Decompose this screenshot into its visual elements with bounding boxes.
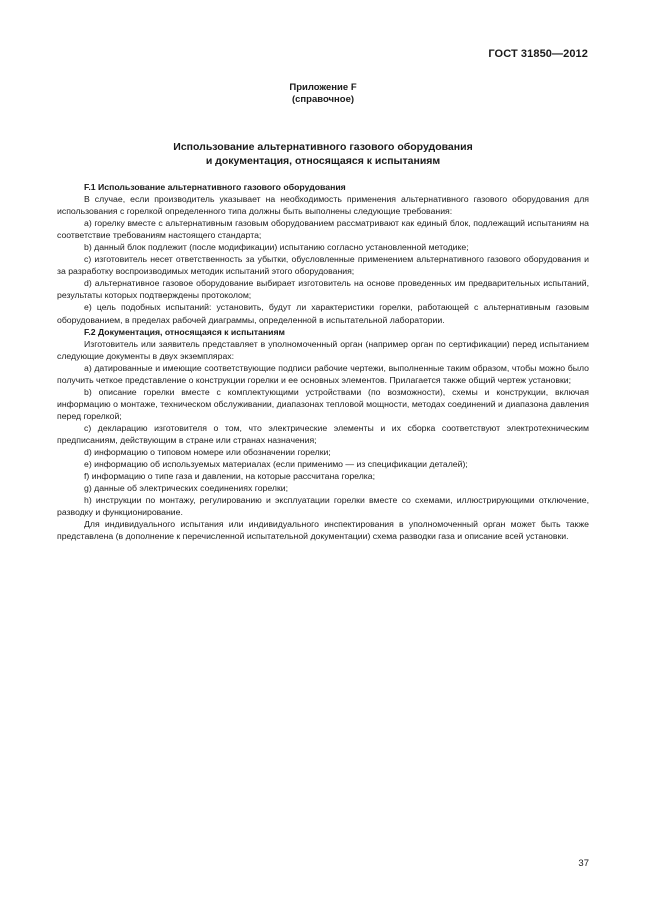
list-item: d) альтернативное газовое оборудование выбирает изготовитель на основе проведенных им предварительных испытаний, результаты которых подтверждены протоколом; <box>57 278 589 301</box>
paragraph: В случае, если производитель указывает на необходимость применения альтернативного газового оборудования для использования с горелкой определенного типа должны быть выполнены следующие требования: <box>57 194 589 217</box>
page-number: 37 <box>578 858 589 869</box>
section-title-line-1: Использование альтернативного газового оборудования <box>173 141 473 153</box>
list-item: e) информацию об используемых материалах (если применимо — из спецификации деталей); <box>84 459 468 470</box>
section-title-line-2: и документация, относящаяся к испытаниям <box>205 155 441 167</box>
subsection-heading: F.1 Использование альтернативного газового оборудования <box>84 182 346 192</box>
appendix-subtitle: (справочное) <box>291 94 355 105</box>
section-title <box>60 140 586 168</box>
appendix-heading <box>0 82 646 106</box>
list-item: a) датированные и имеющие соответствующие подписи рабочие чертежи, выполненные таким образом, чтобы можно было получить четкое представление о конструкции горелки и ее основных элементов. Прилагается также общий чертеж установки; <box>57 362 589 385</box>
body-text <box>57 181 589 542</box>
list-item: b) описание горелки вместе с комплектующими устройствами (по возможности), схемы и конструкции, включая информацию о монтаже, техническом обслуживании, диапазонах тепловой мощности, методах соединений и диапазона давления перед горелкой; <box>57 386 589 421</box>
paragraph: Изготовитель или заявитель представляет в уполномоченный орган (например орган по сертификации) перед испытанием следующие документы в двух экземплярах: <box>57 338 589 361</box>
list-item: e) цель подобных испытаний: установить, будут ли характеристики горелки, работающей с альтернативным газовым оборудованием, в пределах рабочей диаграммы, определенной в испытательной лаборатории. <box>57 302 589 325</box>
appendix-title: Приложение F <box>289 82 357 93</box>
list-item: b) данный блок подлежит (после модификации) испытанию согласно установленной методике; <box>84 242 469 253</box>
list-item: f) информацию о типе газа и давлении, на которые рассчитана горелка; <box>84 471 376 482</box>
subsection-heading: F.2 Документация, относящаяся к испытаниям <box>84 326 285 337</box>
list-item: d) информацию о типовом номере или обозначении горелки; <box>84 447 331 458</box>
list-item: a) горелку вместе с альтернативным газовым оборудованием рассматривают как единый блок, подлежащий испытаниям на соответствие требованиям настоящего стандарта; <box>57 218 589 241</box>
list-item: g) данные об электрических соединениях горелки; <box>84 483 289 494</box>
document-code: ГОСТ 31850—2012 <box>488 48 588 60</box>
list-item: c) декларацию изготовителя о том, что электрические элементы и их сборка соответствуют электротехническим предписаниям, действующим в стране или странах назначения; <box>57 422 589 445</box>
list-item: c) изготовитель несет ответственность за убытки, обусловленные применением альтернативного газового оборудования и за разработку воспроизводимых методик испытаний этого оборудования; <box>57 254 589 277</box>
list-item: h) инструкции по монтажу, регулированию и эксплуатации горелки вместе со схемами, иллюстрирующими отключение, разводку и функционирование. <box>57 495 589 518</box>
paragraph: Для индивидуального испытания или индивидуального инспектирования в уполномоченный орган может быть также представлена (в дополнение к перечисленной испытательной документации) схема разводки газа и описание всей установки. <box>57 519 589 542</box>
